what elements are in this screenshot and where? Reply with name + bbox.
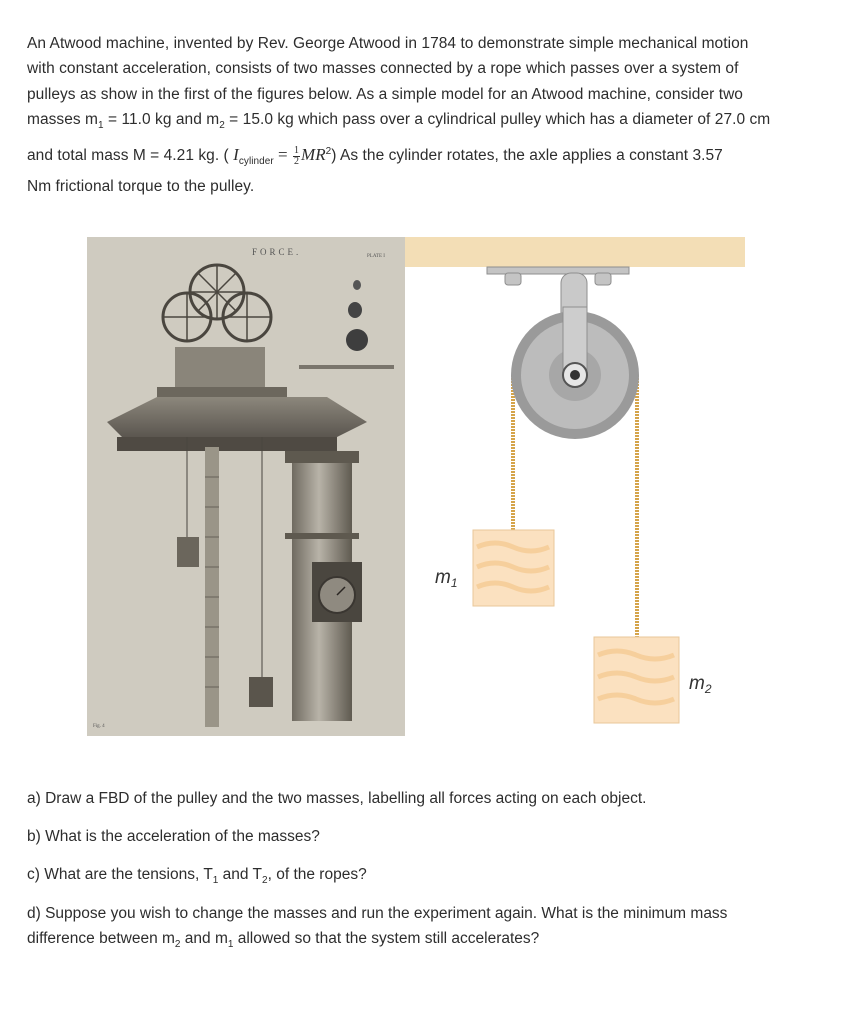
pulley bbox=[511, 307, 639, 439]
question-c: c) What are the tensions, $T_1$ and $T_2$, of the ropes? bbox=[27, 866, 367, 887]
atwood-machine-photo bbox=[87, 237, 405, 736]
intro-line-3: pulleys as show in the first of the figures below. As a simple model for an Atwood machine, consider two bbox=[27, 85, 743, 103]
inertia-symbol: I bbox=[233, 144, 239, 164]
m1-label: $m_1$ bbox=[435, 567, 458, 590]
pulley-axle bbox=[570, 370, 580, 380]
intro-line-4: masses $m_1 = 11.0$ kg and $m_2 = 15.0$ kg which pass over a cylindrical pulley which has a diameter of 27.0 cm bbox=[27, 111, 771, 132]
intro-line-5: and total mass M = 4.21 kg. ( $I_{cylinder}$ = $\frac{1}{2}$ $MR^2$) As the cylinder rotates, the axle applies a constant 3.57 bbox=[27, 144, 723, 167]
atwood-diagram bbox=[405, 237, 745, 727]
inertia-subscript: cylinder bbox=[238, 155, 274, 167]
photo-fig-label: Fig. 4 bbox=[93, 724, 105, 729]
mass-block-2 bbox=[594, 637, 679, 723]
mass-block-1 bbox=[473, 530, 554, 606]
intro-line-6: Nm frictional torque to the pulley. bbox=[27, 178, 255, 196]
intro-line-1: An Atwood machine, invented by Rev. George Atwood in 1784 to demonstrate simple mechanical motion bbox=[27, 35, 749, 52]
question-b: b) What is the acceleration of the masses? bbox=[27, 828, 320, 845]
problem-intro bbox=[27, 31, 827, 200]
left-weight-illustration bbox=[177, 537, 199, 567]
question-a: a) Draw a FBD of the pulley and the two masses, labelling all forces acting on each object. bbox=[27, 790, 647, 807]
platform-illustration bbox=[107, 397, 367, 442]
mr-squared: MR bbox=[301, 144, 326, 164]
m2-label: $m_2$ bbox=[689, 673, 712, 696]
question-d: d) Suppose you wish to change the masses and run the experiment again. What is the minimum mass difference between $m_2$ and $m_1$ allowed so that the system still accelerates? bbox=[27, 905, 728, 951]
ceiling bbox=[405, 237, 745, 267]
photo-header-right: PLATE I bbox=[367, 254, 385, 259]
intro-line-2: with constant acceleration, consists of two masses connected by a rope which passes over a system of bbox=[27, 60, 739, 78]
scale-post-illustration bbox=[205, 447, 219, 727]
one-half-fraction: $\frac{1}{2}$ bbox=[293, 144, 300, 167]
right-weight-illustration bbox=[249, 677, 273, 707]
photo-header-left: FORCE. bbox=[252, 247, 302, 257]
